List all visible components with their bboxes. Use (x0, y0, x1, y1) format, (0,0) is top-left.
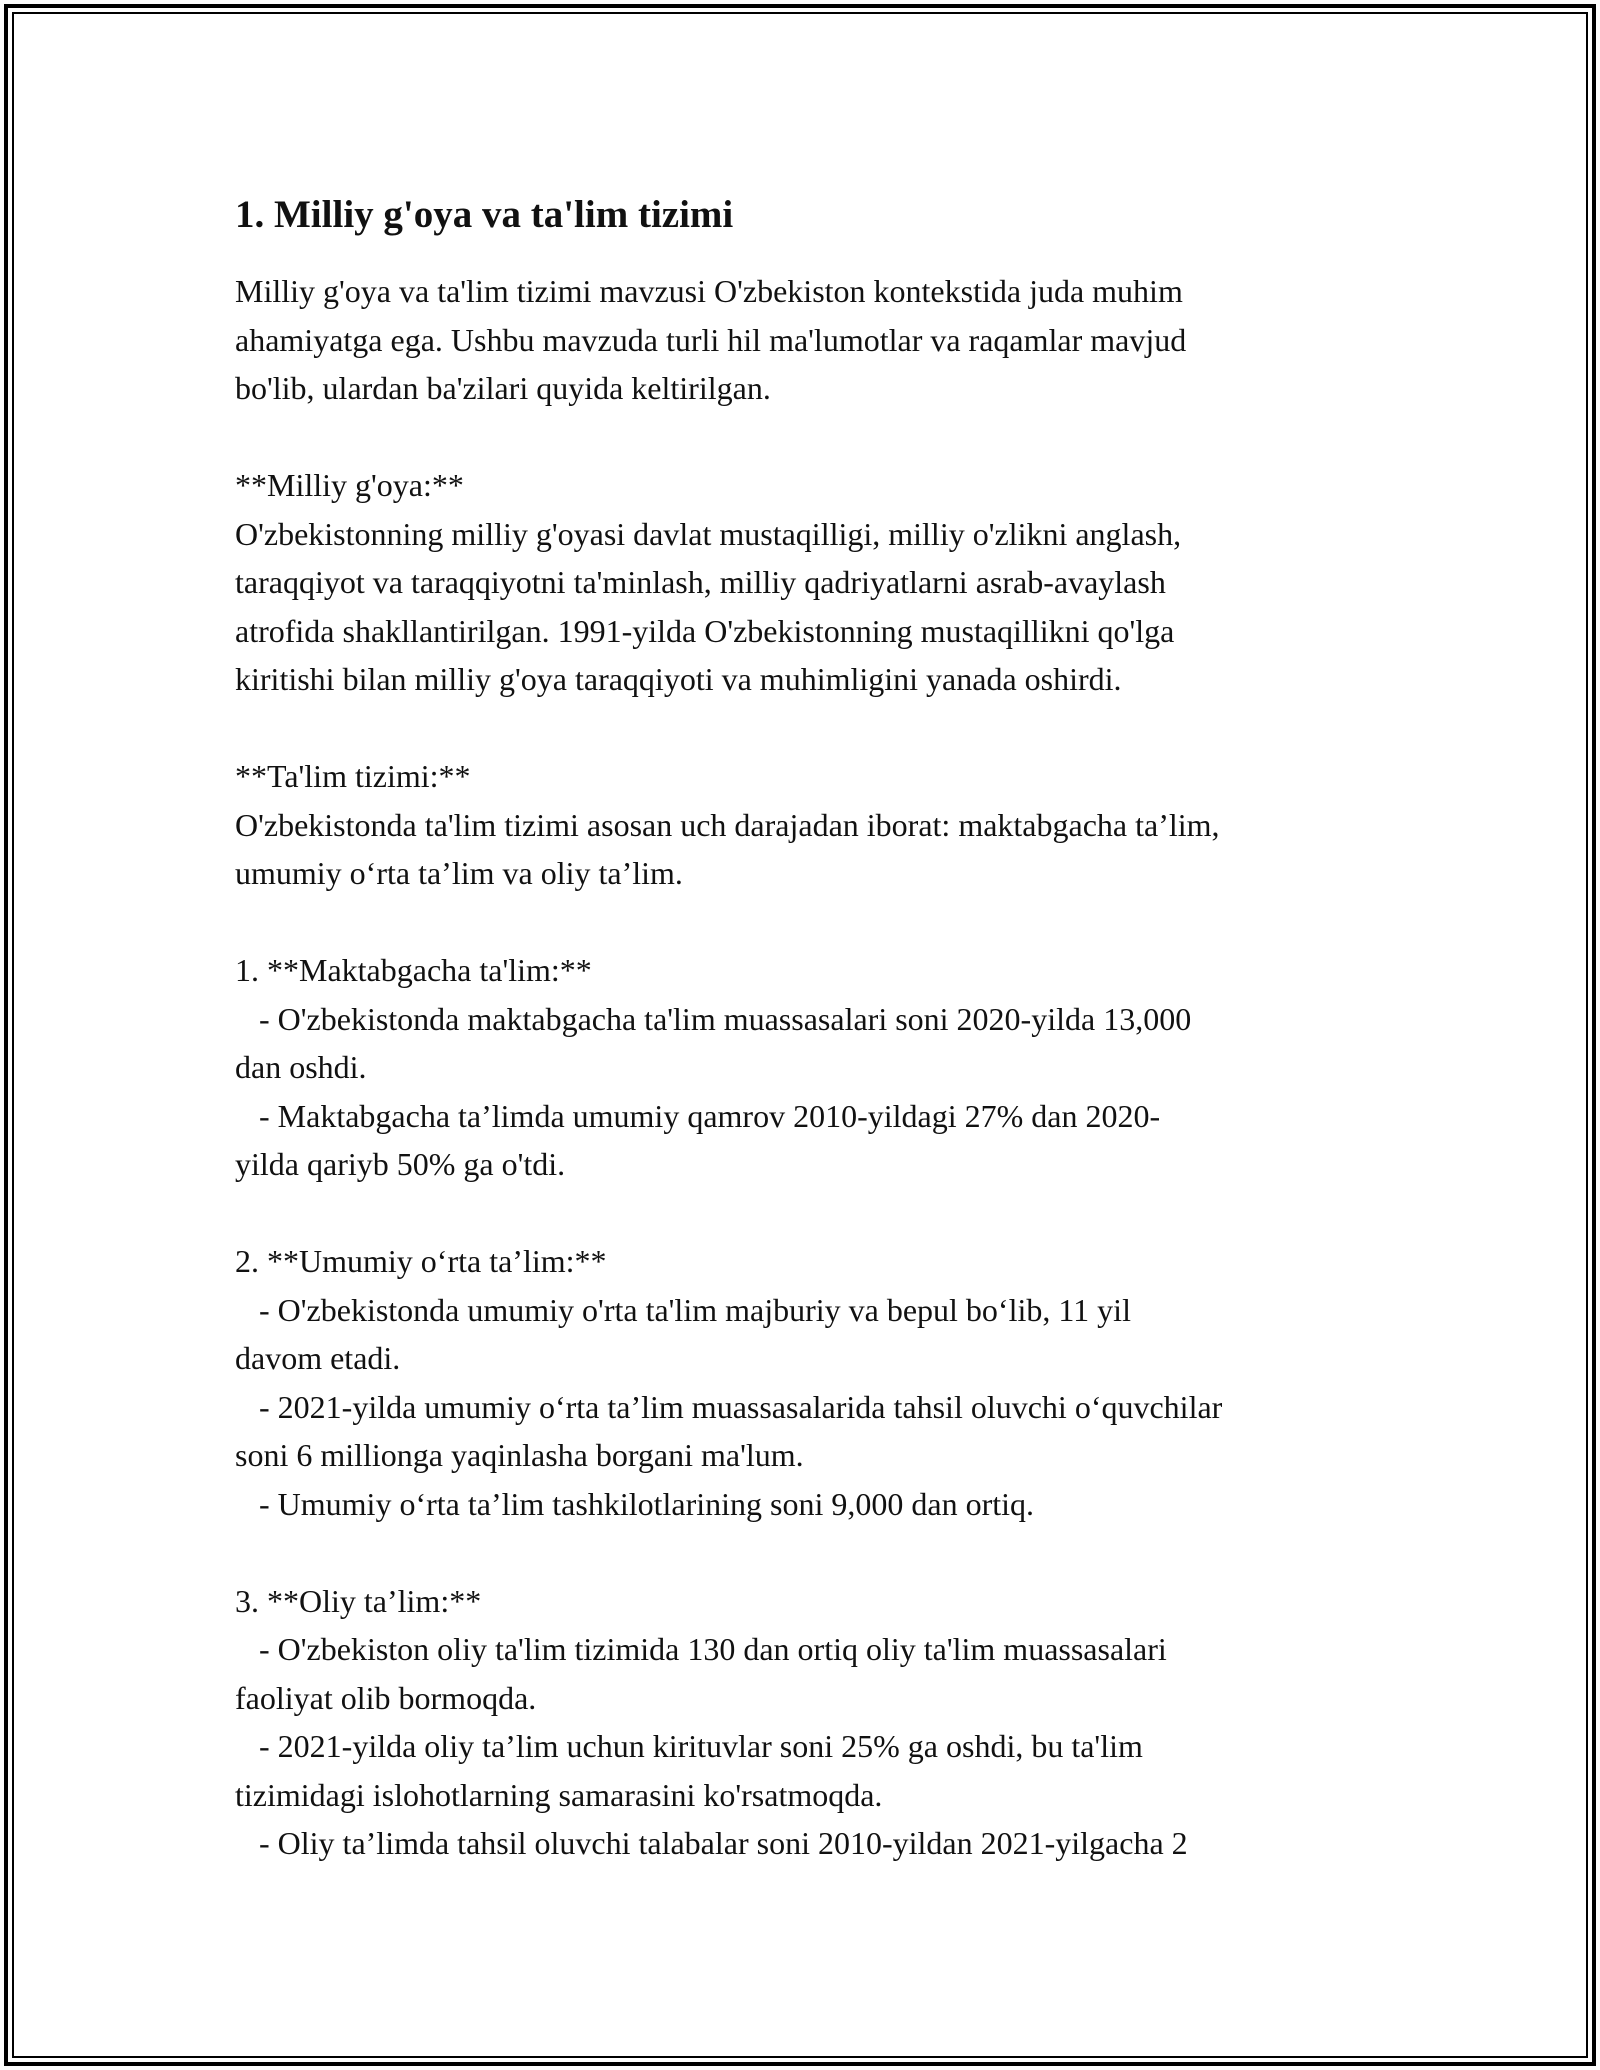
talim-tizimi-heading: **Ta'lim tizimi:** (235, 758, 471, 794)
paragraph-gap (235, 704, 1375, 753)
section-3-heading: 3. **Oliy ta’lim:** (235, 1582, 482, 1619)
section-2-list: - O'zbekistonda umumiy o'rta ta'lim majburiy va bepul bo‘lib, 11 yil davom etadi. - 2021-yilda umumiy o‘rta ta’lim muassasalarida tahsil oluvchi o‘quvchilar soni 6 millionga yaqinlasha borgani ma'lum. - Umumiy o‘rta ta’lim tashkilotlarining soni 9,000 dan ortiq. (235, 1291, 1223, 1522)
intro-paragraph: Milliy g'oya va ta'lim tizimi mavzusi O'zbekiston kontekstida juda muhim ahamiyatga ega. Ushbu mavzuda turli hil ma'lumotlar va raqamlar mavjud bo'lib, ulardan ba'zilari quyida keltirilgan. (235, 273, 1187, 406)
section-1-heading: 1. **Maktabgacha ta'lim:** (235, 952, 592, 988)
section-2-heading: 2. **Umumiy o‘rta ta’lim:** (235, 1243, 607, 1279)
milliy-goya-heading: **Milliy g'oya:** (235, 467, 464, 503)
paragraph-gap (235, 898, 1375, 947)
paragraph-gap (235, 1189, 1375, 1238)
section-1-list: - O'zbekistonda maktabgacha ta'lim muassasalari soni 2020-yilda 13,000 dan oshdi. - Maktabgacha ta’limda umumiy qamrov 2010-yildagi 27% dan 2020- yilda qariyb 50% ga o'tdi. (235, 1000, 1192, 1182)
document-body (235, 185, 1375, 1868)
paragraph-gap (235, 413, 1375, 462)
talim-tizimi-paragraph: O'zbekistonda ta'lim tizimi asosan uch darajadan iborat: maktabgacha ta’lim, umumiy o‘rta ta’lim va oliy ta’lim. (235, 806, 1220, 891)
paragraph-gap (235, 1528, 1375, 1577)
document-title: 1. Milliy g'oya va ta'lim tizimi (235, 193, 734, 236)
section-3-list: - O'zbekiston oliy ta'lim tizimida 130 dan ortiq oliy ta'lim muassasalari faoliyat olib bormoqda. - 2021-yilda oliy ta’lim uchun kirituvlar soni 25% ga oshdi, bu ta'lim tizimidagi islohotlarning samarasini ko'rsatmoqda. - Oliy ta’limda tahsil oluvchi talabalar soni 2010-yildan 2021-yilgacha 2 (235, 1631, 1188, 1861)
milliy-goya-paragraph: O'zbekistonning milliy g'oyasi davlat mustaqilligi, milliy o'zlikni anglash, taraqqiyot va taraqqiyotni ta'minlash, milliy qadriyatlarni asrab-avaylash atrofida shakllantirilgan. 1991-yilda O'zbekistonning mustaqillikni qo'lga kiritishi bilan milliy g'oya taraqqiyoti va muhimligini yanada oshirdi. (235, 515, 1182, 697)
